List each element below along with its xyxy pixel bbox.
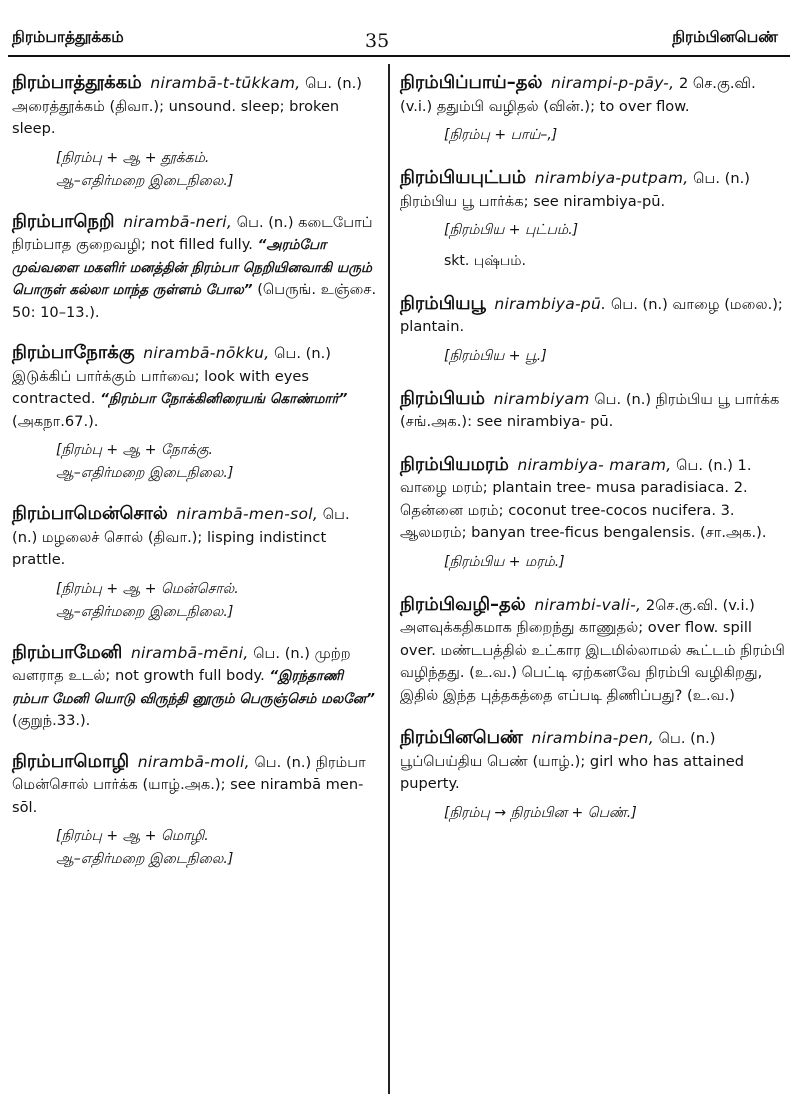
dictionary-entry xyxy=(12,211,378,325)
right-column xyxy=(400,72,792,825)
quotation-reference: (பெருங். உஞ்சை. 50: 10–13.). xyxy=(12,281,377,321)
etymology xyxy=(12,578,378,624)
etymology-line: ஆ–எதிர்மறை இடைநிலை.] xyxy=(56,465,234,481)
dictionary-entry xyxy=(400,167,792,273)
etymology-line: [நிரம்பிய + புட்பம்.] xyxy=(444,222,579,238)
definition: பெ. (n.) நிரம்பிய பூ பார்க்க (சங்.அக.): see nirambiya- pū. xyxy=(400,390,780,430)
quotation: “அரம்போ முவ்வளை மகளிர் மனத்தின் நிரம்பா நெறியினவாகி யரும் பொருள் கல்லா மாந்த ருள்ளம் போல” xyxy=(12,237,372,298)
etymology xyxy=(400,124,792,147)
etymology xyxy=(12,439,378,485)
etymology xyxy=(400,345,792,368)
etymology-line: [நிரம்பு + பாய்–,] xyxy=(444,127,558,143)
headword: நிரம்பியபுட்பம் xyxy=(400,167,527,188)
headword: நிரம்பாமேனி xyxy=(12,641,123,663)
headword: நிரம்பிவழி–தல் xyxy=(400,593,526,615)
etymology-line: [நிரம்பு + ஆ + நோக்கு. xyxy=(56,442,213,458)
etymology xyxy=(12,825,378,871)
page-number: 35 xyxy=(365,30,390,52)
dictionary-entry xyxy=(12,72,378,193)
quotation: “நிரம்பா நோக்கினிரையங் கொண்மார்” xyxy=(100,391,348,407)
etymology xyxy=(400,802,792,825)
transliteration: nirambā-neri, xyxy=(123,212,233,231)
transliteration: nirambiya-pū. xyxy=(494,294,607,313)
transliteration: nirambā-men-sol, xyxy=(176,505,319,523)
dictionary-entry xyxy=(400,727,792,825)
transliteration: nirambi-vali-, xyxy=(534,595,642,614)
transliteration: nirampi-p-pāy-, xyxy=(551,74,675,92)
dictionary-entry xyxy=(12,751,378,872)
definition: 2 செ.கு.வி. (v.i.) ததும்பி வழிதல் (வின்.); to over flow. xyxy=(400,75,756,115)
dictionary-entry xyxy=(12,642,378,733)
dictionary-entry xyxy=(400,594,792,708)
definition: பெ. (n.) 1. வாழை மரம்; plantain tree- musa paradisiaca. 2. தென்னை மரம்; coconut tree-cocos nucifera. 3. ஆலமரம்; banyan tree-ficus bengalensis. (சா.அக.). xyxy=(400,456,767,541)
etymology-line: [நிரம்பு → நிரம்பின + பெண்.] xyxy=(444,804,637,821)
transliteration: nirambiyam xyxy=(493,389,590,408)
headword: நிரம்பினபெண் xyxy=(400,727,523,748)
etymology-note: skt. புஷ்பம். xyxy=(444,253,527,269)
dictionary-entry xyxy=(400,388,792,434)
left-column xyxy=(12,72,378,871)
definition: பெ. (n.) நிரம்பா மென்சொல் பார்க்க (யாழ்.அக.); see nirambā men-sōl. xyxy=(12,753,366,816)
guide-word-right: நிரம்பினபெண் xyxy=(672,28,778,46)
etymology xyxy=(12,147,378,193)
etymology-line: [நிரம்பிய + மரம்.] xyxy=(444,553,565,570)
definition: பெ. (n.) நிரம்பிய பூ பார்க்க; see nirambiya-pū. xyxy=(400,170,750,210)
etymology-line: ஆ–எதிர்மறை இடைநிலை.] xyxy=(56,603,234,620)
etymology-line: [நிரம்பு + ஆ + மொழி. xyxy=(56,828,209,844)
etymology-line: [நிரம்பு + ஆ + மென்சொல். xyxy=(56,580,239,597)
headword: நிரம்பியபூ xyxy=(400,292,486,314)
etymology xyxy=(400,551,792,574)
definition: பெ. (n.) இடுக்கிப் பார்க்கும் பார்வை; look with eyes contracted. xyxy=(12,345,331,407)
etymology-line: ஆ–எதிர்மறை இடைநிலை.] xyxy=(56,172,234,189)
transliteration: nirambā-nōkku, xyxy=(143,344,270,362)
transliteration: nirambā-t-tūkkam, xyxy=(150,74,301,92)
guide-word-left: நிரம்பாத்தூக்கம் xyxy=(12,28,124,46)
headword: நிரம்பாமென்சொல் xyxy=(12,503,168,524)
header-rule xyxy=(8,55,790,57)
dictionary-entry xyxy=(12,503,378,624)
transliteration: nirambina-pen, xyxy=(531,729,655,747)
headword: நிரம்பாநோக்கு xyxy=(12,342,135,363)
definition: பெ. (n.) வாழை (மலை.); plantain. xyxy=(400,295,783,335)
headword: நிரம்பிப்பாய்–தல் xyxy=(400,72,543,93)
etymology-line: [நிரம்பு + ஆ + தூக்கம். xyxy=(56,149,210,166)
column-divider xyxy=(388,64,390,1094)
dictionary-entry xyxy=(400,293,792,368)
transliteration: nirambā-moli, xyxy=(137,752,250,771)
quotation: “இரந்தாணி ரம்பா மேனி யொடு விருந்தி னூரும் பெருஞ்செம் மலனே” xyxy=(12,668,375,707)
headword: நிரம்பாத்தூக்கம் xyxy=(12,72,142,93)
definition: பெ. (n.) அரைத்தூக்கம் (திவா.); unsound. sleep; broken sleep. xyxy=(12,75,362,137)
quotation-reference: (குறுந்.33.). xyxy=(12,712,91,729)
transliteration: nirambiya-putpam, xyxy=(534,169,689,187)
etymology xyxy=(400,219,792,242)
definition: பெ. (n.) கடைபோப் நிரம்பாத குறைவழி; not filled fully. xyxy=(12,213,373,253)
headword: நிரம்பாநெறி xyxy=(12,210,115,232)
definition: பெ. (n.) மழலைச் சொல் (திவா.); lisping indistinct prattle. xyxy=(12,506,350,568)
transliteration: nirambiya- maram, xyxy=(517,455,672,474)
quotation-reference: (அகநா.67.). xyxy=(12,412,99,430)
headword: நிரம்பியமரம் xyxy=(400,453,509,475)
dictionary-entry xyxy=(12,342,378,485)
transliteration: nirambā-mēni, xyxy=(130,643,249,662)
headword: நிரம்பியம் xyxy=(400,387,486,409)
headword: நிரம்பாமொழி xyxy=(12,750,130,772)
definition: பெ. (n.) முற்ற வளராத உடல்; not growth full body. xyxy=(12,644,351,684)
dictionary-entry xyxy=(400,454,792,574)
dictionary-entry xyxy=(400,72,792,147)
definition: 2செ.கு.வி. (v.i.) அளவுக்கதிகமாக நிறைந்து காணுதல்; over flow. spill over. மண்டபத்தில் உட்கார இடமில்லாமல் கூட்டம் நிரம்பி வழிந்தது. (உ.வ.) பெட்டி ஏற்கனவே நிரம்பி வழிகிறது, இதில் இந்த புத்தகத்தை எப்படி திணிப்பது? (உ.வ.) xyxy=(400,596,785,704)
definition: பெ. (n.) பூப்பெய்திய பெண் (யாழ்.); girl who has attained puperty. xyxy=(400,730,745,792)
etymology-line: ஆ–எதிர்மறை இடைநிலை.] xyxy=(56,851,234,867)
etymology-line: [நிரம்பிய + பூ.] xyxy=(444,347,547,364)
page-header xyxy=(0,0,800,58)
